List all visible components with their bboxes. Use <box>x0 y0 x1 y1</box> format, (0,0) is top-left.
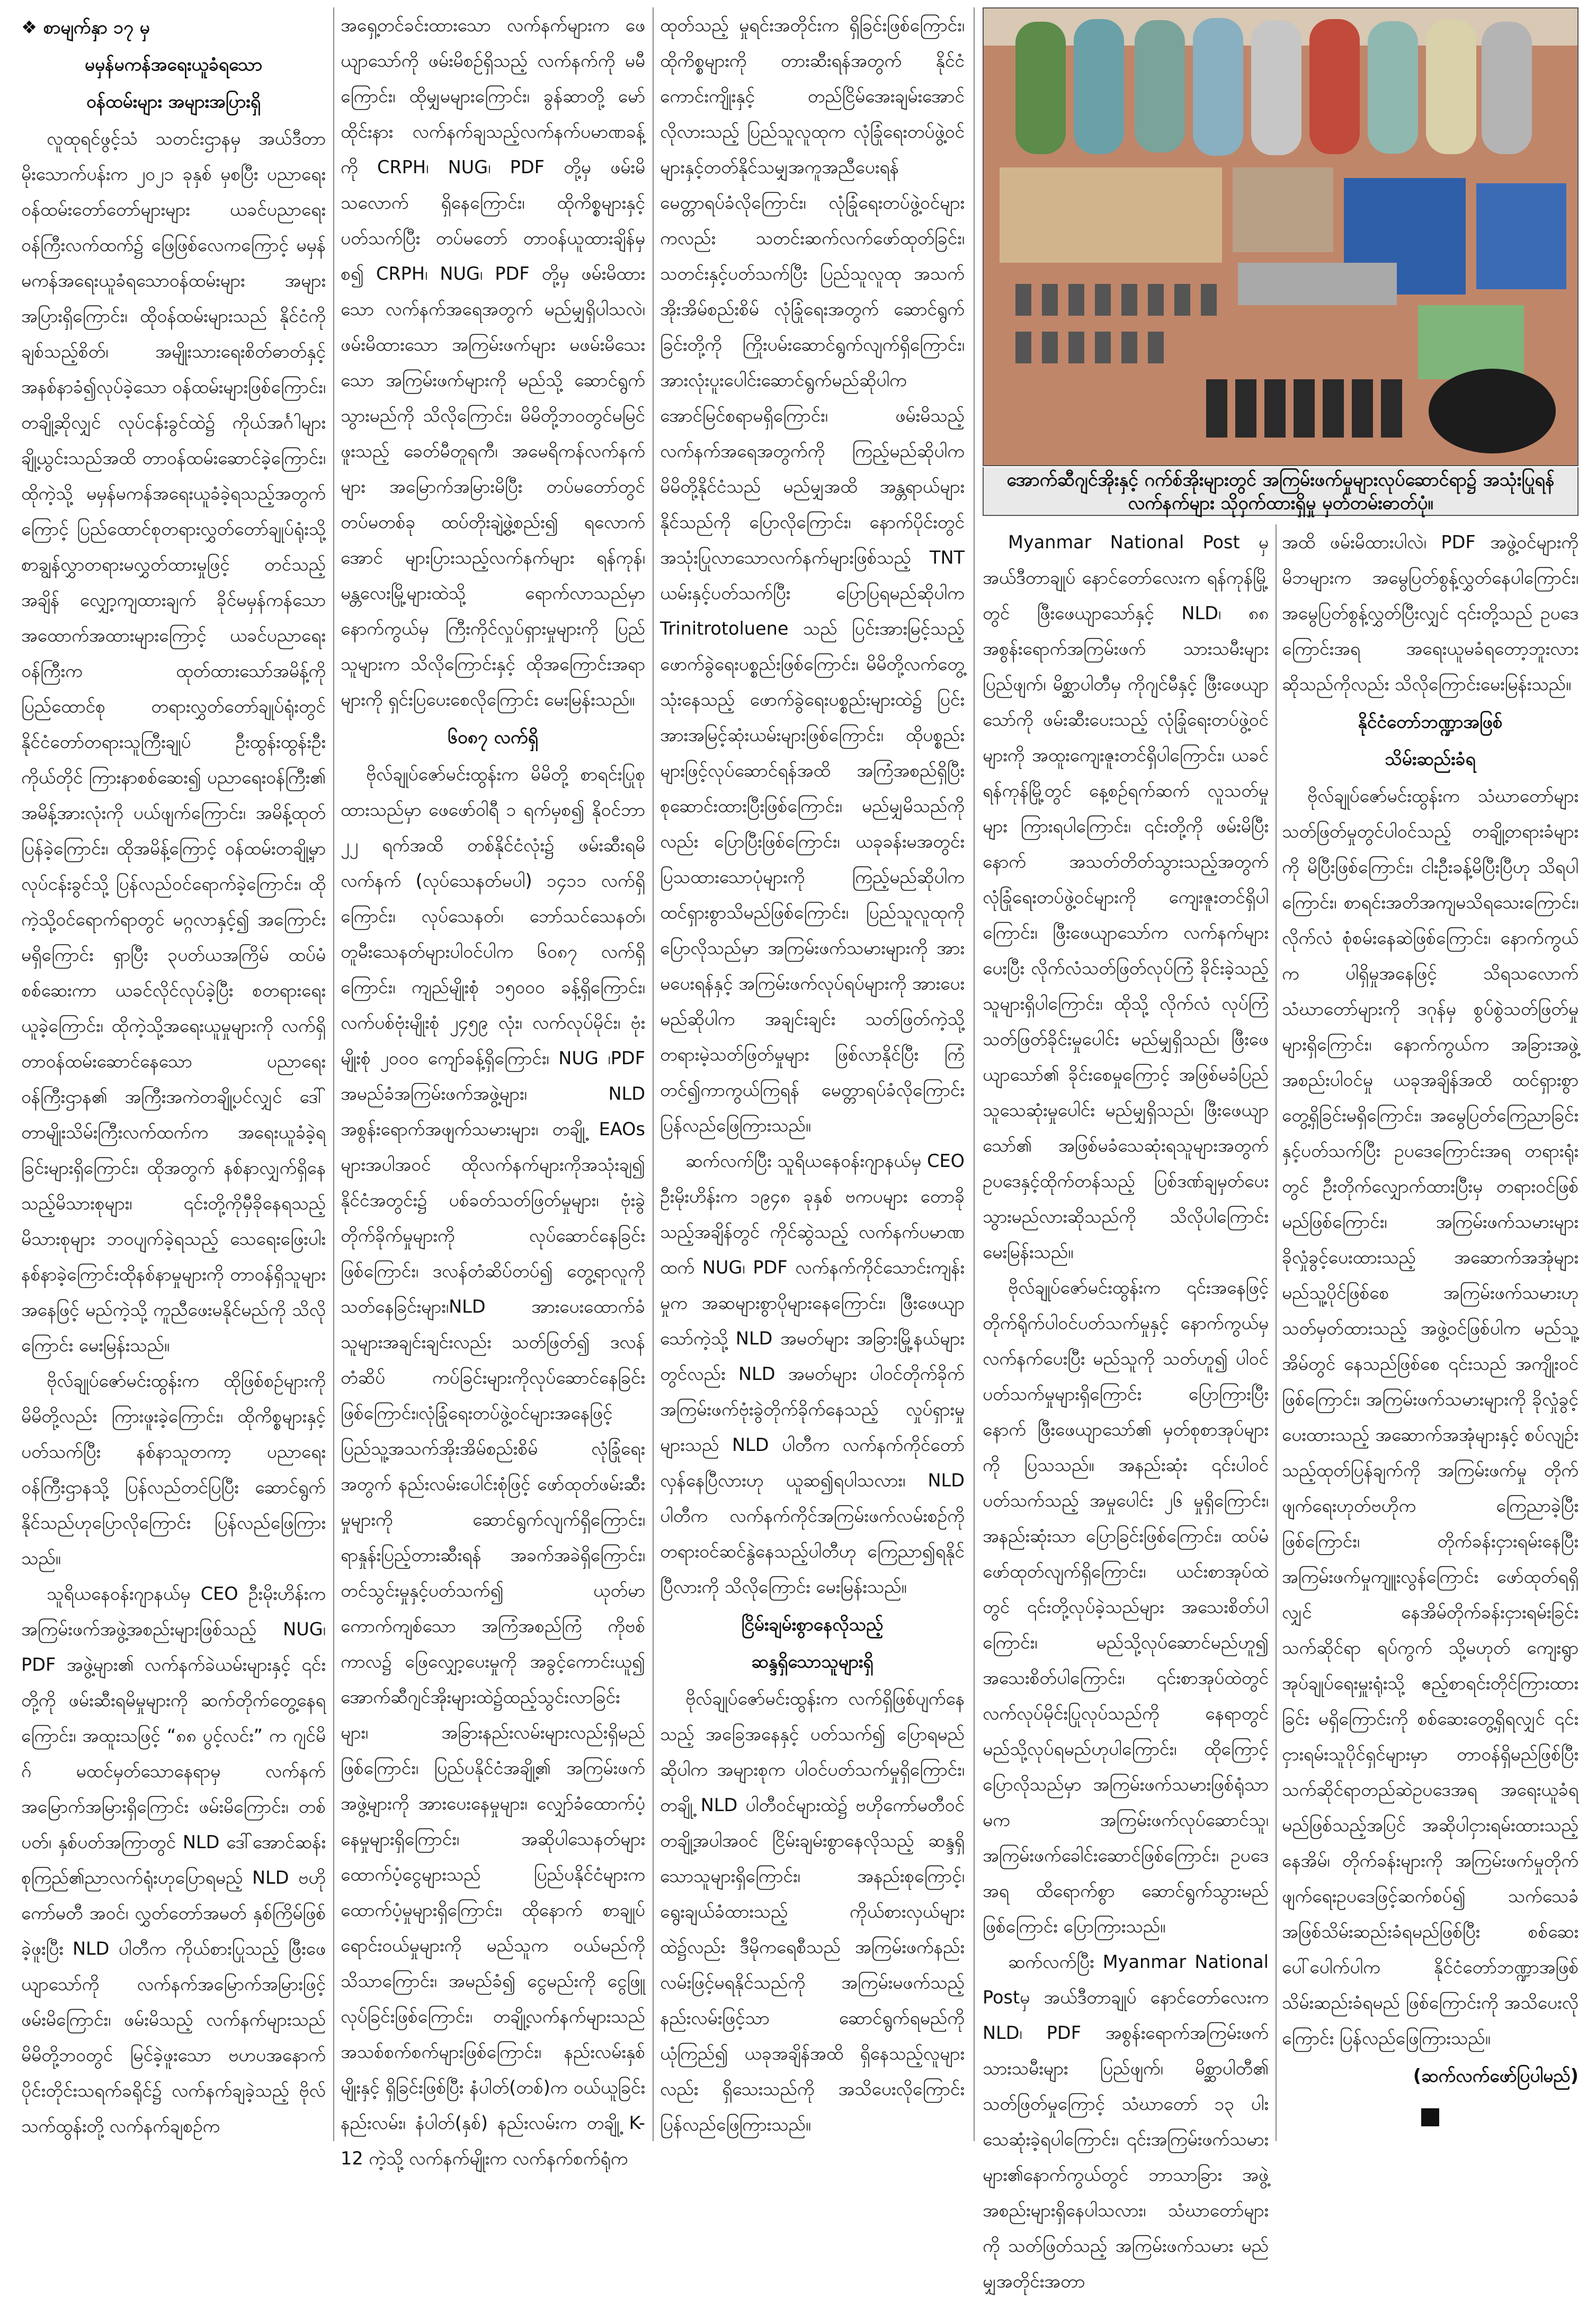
paragraph: Myanmar National Post မှ အယ်ဒီတာချုပ် နောင်တော်လေးက ရန်ကုန်မြို့တွင် ဖြီးဖေယျာသော်နှင့် NLD၊ ၈၈ အစွန်းရောက်အကြမ်းဖက် သားသမီးများ ပြည်ဖျက်၊ မိစ္ဆာပါတီမှ ကိုဂျင်မီနှင့် ဖြီးဖေယျာသော်ကို ဖမ်းဆီးပေးသည့် လုံခြုံရေးတပ်ဖွဲ့ဝင်များကို အထူးကျေးဇူးတင်ရှိပါကြောင်း၊ ယခင် ရန်ကုန်မြို့တွင် နေ့စဉ်ရက်ဆက် လူသတ်မှုများ ကြားရပါကြောင်း၊ ၎င်းတို့ကို ဖမ်းမိပြီးနောက် အသတ်တိတ်သွားသည့်အတွက် လုံခြုံရေးတပ်ဖွဲ့ဝင်များကို ကျေးဇူးတင်ရှိပါကြောင်း၊ ဖြီးဖေယျာသော်က လက်နက်များပေးပြီး လိုက်လံသတ်ဖြတ်လုပ်ကြံ ခိုင်းခဲ့သည့်သူများရှိပါကြောင်း၊ ထိုသို့ လိုက်လံ လုပ်ကြံသတ်ဖြတ်ခိုင်းမှုပေါင်း မည်မျှရှိသည်၊ ဖြီးဖေယျာသော်၏ ခိုင်းစေမှုကြောင့် အဖြစ်မခံပြည်သူသေဆုံးမှုပေါင်း မည်မျှရှိသည်၊ ဖြီးဖေယျာသော်၏ အဖြစ်မခံသေဆုံးရသူများအတွက် ဥပဒေနှင့်ထိုက်တန်သည့် ပြစ်ဒဏ်ချမှတ်ပေးသွားမည်လားဆိုသည်ကို သိလိုပါကြောင်း မေးမြန်းသည်။ <box>983 532 1269 1262</box>
article-column-1 <box>21 7 326 2141</box>
paragraph: ဆက်လက်ပြီး Myanmar National Postမှ အယ်ဒီတာချုပ် နောင်တော်လေးက NLD၊ PDF အစွန်းရောက်အကြမ်းဖက်သားသမီးများ ပြည်ဖျက်၊ မိစ္ဆာပါတီ၏ သတ်ဖြတ်မှုကြောင့် သံဃာတော် ၁၃ ပါး သေဆုံးခဲ့ရပါကြောင်း၊ ၎င်းအကြမ်းဖက်သမားများ၏နောက်ကွယ်တွင် ဘာသာခြား အဖွဲ့အစည်းများရှိနေပါသလား၊ သံဃာတော်များကို သတ်ဖြတ်သည့် အကြမ်းဖက်သမား မည်မျှအတိုင်းအတာ <box>983 1952 1269 2292</box>
subheading-line-2: သိမ်းဆည်းခံရ <box>1385 748 1476 769</box>
section-heading-line-2: ဝန်ထမ်းများ အများအပြားရှိ <box>86 91 261 112</box>
paragraph: ဗိုလ်ချုပ်ဇော်မင်းထွန်းက သံဃာတော်များ သတ်ဖြတ်မှုတွင်ပါဝင်သည့် တချို့တရားခံများကို မိပြီးဖြစ်ကြောင်း၊ ငါးဦးခန့်မိပြီးပြီဟု သိရပါကြောင်း၊ စာရင်းအတိအကျမသိရသေးကြောင်း၊ လိုက်လံ စုံစမ်းနေဆဲဖြစ်ကြောင်း၊ နောက်ကွယ်က ပါရှိမှုအနေဖြင့် သိရသလောက် သံဃာတော်များကို ဒဂုန်မှ စွပ်စွဲသတ်ဖြတ်မှုများရှိကြောင်း၊ နောက်ကွယ်က အခြားအဖွဲ့အစည်းပါဝင်မှု ယခုအချိန်အထိ ထင်ရှားစွာ တွေ့ရှိခြင်းမရှိကြောင်း၊ အမွေပြတ်ကြေညာခြင်းနှင့်ပတ်သက်ပြီး ဥပဒေကြောင်းအရ တရားရုံးတွင် ဦးတိုက်လျှောက်ထားပြီးမှ တရားဝင်ဖြစ်မည်ဖြစ်ကြောင်း၊ အကြမ်းဖက်သမားများ ခိုလှုံခွင့်ပေးထားသည့် အဆောက်အအုံများ မည်သူ့ပိုင်ဖြစ်စေ အကြမ်းဖက်သမားဟု သတ်မှတ်ထားသည့် အဖွဲ့ဝင်ဖြစ်ပါက မည်သူ့အိမ်တွင် နေသည်ဖြစ်စေ ၎င်းသည် အကျိုးဝင်ဖြစ်ကြောင်း၊ အကြမ်းဖက်သမားများကို ခိုလှုံခွင့်ပေးထားသည့် အဆောက်အအုံများနှင့် စပ်လျဉ်းသည့်ထုတ်ပြန်ချက်ကို အကြမ်းဖက်မှု တိုက်ဖျက်ရေးဟုတ်ဗဟိုက ကြေညာခဲ့ပြီးဖြစ်ကြောင်း၊ တိုက်ခန်းငှားရမ်းနေပြီး အကြမ်းဖက်မှုကျူးလွန်ကြောင်း ဖော်ထုတ်ရရှိလျှင် နေအိမ်တိုက်ခန်းငှားရမ်းခြင်း သက်ဆိုင်ရာ ရပ်ကွက် သို့မဟုတ် ကျေးရွာအုပ်ချုပ်ရေးမှူးရုံးသို့ ဧည့်စာရင်းတိုင်ကြားထားခြင်း မရှိကြောင်းကို စစ်ဆေးတွေ့ရှိရလျှင် ၎င်းငှားရမ်းသူပိုင်ရှင်များမှာ တာဝန်ရှိမည်ဖြစ်ပြီး သက်ဆိုင်ရာတည်ဆဲဥပဒေအရ အရေးယူခံရမည်ဖြစ်သည့်အပြင် အဆိုပါငှားရမ်းထားသည့် နေအိမ်၊ တိုက်ခန်းများကို အကြမ်းဖက်မှုတိုက်ဖျက်ရေးဥပဒေဖြင့်ဆက်စပ်၍ သက်သေခံအဖြစ်သိမ်းဆည်းခံရမည်ဖြစ်ပြီး စစ်ဆေးပေါ်ပေါက်ပါက နိုင်ငံတော်ဘဏ္ဍာအဖြစ် သိမ်းဆည်းခံရမည် ဖြစ်ကြောင်းကို အသိပေးလိုကြောင်း ပြန်လည်ဖြေကြားသည်။ <box>1282 786 1579 2048</box>
article-column-3 <box>660 7 965 2141</box>
paragraph: ဗိုလ်ချုပ်ဇော်မင်းထွန်းက ၎င်းအနေဖြင့် တိုက်ရိုက်ပါဝင်ပတ်သက်မှုနှင့် နောက်ကွယ်မှ လက်နက်ပေးပြီး မည်သူကို သတ်ဟူ၍ ပါဝင်ပတ်သက်မှုများရှိကြောင်း ပြောကြားပြီး နောက် ဖြီးဖေယျာသော်၏ မှတ်စုစာအုပ်များကို ပြသသည်။ အနည်းဆုံး ၎င်းပါဝင်ပတ်သက်သည့် အမှုပေါင်း ၂၆ မှုရှိကြောင်း၊ အနည်းဆုံးသာ ပြောခြင်းဖြစ်ကြောင်း၊ ထပ်မံဖော်ထုတ်လျက်ရှိကြောင်း၊ ယင်းစာအုပ်ထဲတွင် ၎င်းတို့လုပ်ခဲ့သည်များ အသေးစိတ်ပါကြောင်း၊ မည်သို့လုပ်ဆောင်မည်ဟူ၍ အသေးစိတ်ပါကြောင်း၊ ၎င်းစာအုပ်ထဲတွင် လက်လုပ်မိုင်းပြုလုပ်သည်ကို နေရာတွင် မည်သို့လုပ်ရမည်ဟုပါကြောင်း၊ ထိုကြောင့်ပြောလိုသည်မှာ အကြမ်းဖက်သမားဖြစ်ရုံသာမက အကြမ်းဖက်လုပ်ဆောင်သူ၊ အကြမ်းဖက်ခေါင်းဆောင်ဖြစ်ကြောင်း၊ ဥပဒေအရ ထိရောက်စွာ ဆောင်ရွက်သွားမည်ဖြစ်ကြောင်း ပြောကြားသည်။ <box>983 1277 1269 1937</box>
paragraph: ဗိုလ်ချုပ်ဇော်မင်းထွန်းက ထိုဖြစ်စဉ်များကို မိမိတို့လည်း ကြားဖူးခဲ့ကြောင်း၊ ထိုကိစ္စများနှင့်ပတ်သက်ပြီး နစ်နာသူတကာ့ ပညာရေးဝန်ကြီးဌာနသို့ ပြန်လည်တင်ပြပြီး ဆောင်ရွက်နိုင်သည်ဟုပြောလိုကြောင်း ပြန်လည်ဖြေကြားသည်။ <box>21 1370 326 1569</box>
subheading: ၆၀၈၇ လက်ရှိ <box>448 727 538 747</box>
photo-caption: အောက်ဆီဂျင်အိုးနှင့် ဂက်စ်အိုးများတွင် အကြမ်းဖက်မှုများလုပ်ဆောင်ရာ၌ အသုံးပြုရန် လက်နက်များ သိုဝှက်ထားရှိမှု မှတ်တမ်းဓာတ်ပုံ။ <box>983 467 1579 516</box>
paragraph: ထုတ်သည့် မှုရင်းအတိုင်းက ရှိခြင်းဖြစ်ကြောင်း၊ ထိုကိစ္စများကို တားဆီးရန်အတွက် နိုင်ငံကောင်းကျိုးနှင့် တည်ငြိမ်အေးချမ်းအောင် လိုလားသည့် ပြည်သူလူထုက လုံခြုံရေးတပ်ဖွဲ့ဝင်များနှင့်တတ်နိုင်သမျှအကူအညီပေးရန် မေတ္တာရပ်ခံလိုကြောင်း၊ လုံခြုံရေးတပ်ဖွဲ့ဝင်များကလည်း သတင်းဆက်လက်ဖော်ထုတ်ခြင်း၊ သတင်းနှင့်ပတ်သက်ပြီး ပြည်သူလူထု အသက်အိုးအိမ်စည်းစိမ် လုံခြုံရေးအတွက် ဆောင်ရွက်ခြင်းတို့ကို ကြိုးပမ်းဆောင်ရွက်လျက်ရှိကြောင်း၊ အားလုံးပူးပေါင်းဆောင်ရွက်မည်ဆိုပါက အောင်မြင်စရာမရှိကြောင်း၊ ဖမ်းမိသည့် လက်နက်အရေအတွက်ကို ကြည့်မည်ဆိုပါက မိမိတို့နိုင်ငံသည် မည်မျှအထိ အန္တရာယ်များနိုင်သည်ကို ပြောလိုကြောင်း၊ နောက်ပိုင်းတွင် အသုံးပြုလာသောလက်နက်များဖြစ်သည့် TNT ယမ်းနှင့်ပတ်သက်ပြီး ပြောပြရမည်ဆိုပါက Trinitrotoluene သည် ပြင်းအားမြင့်သည့် ဖောက်ခွဲရေးပစ္စည်းဖြစ်ကြောင်း၊ မိမိတို့လက်တွေ့သုံးနေသည့် ဖောက်ခွဲရေးပစ္စည်းများထဲ၌ ပြင်းအားအမြင့်ဆုံးယမ်းများဖြစ်ကြောင်း၊ ထိုပစ္စည်းများဖြင့်လုပ်ဆောင်ရန်အထိ အကြံအစည်ရှိပြီး စုဆောင်းထားပြီးဖြစ်ကြောင်း၊ မည်မျှမိသည်ကိုလည်း ပြောပြီးဖြစ်ကြောင်း၊ ယခုခန်းမအတွင်း ပြသထားသောပုံများကို ကြည့်မည်ဆိုပါက ထင်ရှားစွာသိမည်ဖြစ်ကြောင်း၊ ပြည်သူလူထုကို ပြောလိုသည်မှာ အကြမ်းဖက်သမားများကို အားမပေးရန်နှင့် အကြမ်းဖက်လုပ်ရပ်များကို အားပေးမည်ဆိုပါက အချင်းချင်း သတ်ဖြတ်ကဲ့သို့ တရားမဲ့သတ်ဖြတ်မှုများ ဖြစ်လာနိုင်ပြီး ကြံတင်၍ကာကွယ်ကြရန် မေတ္တာရပ်ခံလိုကြောင်း ပြန်လည်ဖြေကြားသည်။ <box>660 15 965 1136</box>
article-column-4 <box>983 524 1269 2292</box>
seized-weapons-photo-illustration <box>984 8 1577 465</box>
news-photo <box>983 7 1579 466</box>
subheading-line-2: ဆန္ဒရှိသောသူများရှိ <box>751 1651 873 1672</box>
article-column-5 <box>1282 524 1579 2141</box>
column-divider <box>333 7 334 2141</box>
end-square-icon <box>1421 2108 1439 2126</box>
paragraph: အထိ ဖမ်းမိထားပါလဲ၊ PDF အဖွဲ့ဝင်များကို မိဘများက အမွေပြတ်စွန့်လွှတ်နေပါကြောင်း၊ အမွေပြတ်စွန့်လွှတ်ပြီးလျှင် ၎င်းတို့သည် ဥပဒေကြောင်းအရ အရေးယူမခံရတော့ဘူးလား ဆိုသည်ကိုလည်း သိလိုကြောင်းမေးမြန်းသည်။ <box>1282 532 1579 694</box>
section-heading-line-1: မမှန်မကန်အရေးယူခံရသော <box>84 54 263 75</box>
column-divider <box>1276 524 1277 2141</box>
to-be-continued-note: (ဆက်လက်ဖော်ပြပါမည်) <box>1413 2065 1579 2086</box>
subheading-line-1: ငြိမ်းချမ်းစွာနေလိုသည့် <box>741 1614 884 1635</box>
paragraph: အရှေ့တင်ခင်းထားသော လက်နက်များက ဖေယျာသော်ကို ဖမ်းမိစဉ်ရှိသည့် လက်နက်ကို မမီကြောင်း၊ ထိုမျှမများကြောင်း၊ ခွန်ဆာတို့ မော်ထိုင်းနား လက်နက်ချသည့်လက်နက်ပမာဏခန့်ကို CRPH၊ NUG၊ PDF တို့မှ ဖမ်းမိသလောက် ရှိနေကြောင်း၊ ထိုကိစ္စများနှင့်ပတ်သက်ပြီး တပ်မတော် တာဝန်ယူထားချိန်မှစ၍ CRPH၊ NUG၊ PDF တို့မှ ဖမ်းမိထားသော လက်နက်အရေအတွက် မည်မျှရှိပါသလဲ၊ ဖမ်းမိထားသော အကြမ်းဖက်များ မဖမ်းမိသေးသော အကြမ်းဖက်များကို မည်သို့ ဆောင်ရွက်သွားမည်ကို သိလိုကြောင်း၊ မိမိတို့ဘဝတွင်မမြင်ဖူးသည့် ခေတ်မီတူရကီ၊ အမေရိကန်လက်နက်များ အမြောက်အမြားမိပြီး တပ်မတော်တွင်တပ်မတစ်ခု ထပ်တိုးချဲ့ဖွဲ့စည်း၍ ရလောက်အောင် များပြားသည့်လက်နက်များ ရန်ကုန်၊ မန္တလေးမြို့များထဲသို့ ရောက်လာသည်မှာ နောက်ကွယ်မှ ကြီးကိုင်လှုပ်ရှားမှုများကို ပြည်သူများက သိလိုကြောင်းနှင့် ထိုအကြောင်းအရာများကို ရှင်းပြပေးစေလိုကြောင်း မေးမြန်းသည်။ <box>341 15 645 710</box>
paragraph: လူထုရင်ဖွင့်သံ သတင်းဌာနမှ အယ်ဒီတာ မိုးသောက်ပန်းက ၂၀၂၁ ခုနှစ် မှစပြီး ပညာရေးဝန်ထမ်းတော်တော်များများ ယခင်ပညာရေးဝန်ကြီးလက်ထက်၌ ဖြေဖြစ်လေကကြောင့် မမှန်မကန်အရေးယူခံရသောဝန်ထမ်းများ အများအပြားရှိကြောင်း၊ ထိုဝန်ထမ်းများသည် နိုင်ငံကိုချစ်သည့်စိတ်၊ အမျိုးသားရေးစိတ်ဓာတ်နှင့် အနစ်နာခံ၍လုပ်ခဲ့သော ဝန်ထမ်းများဖြစ်ကြောင်း၊ တချို့ဆိုလျှင် လုပ်ငန်းခွင်ထဲ၌ ကိုယ်အင်္ဂါများ ချို့ယွင်းသည်အထိ တာဝန်ထမ်းဆောင်ခဲ့ကြောင်း၊ ထိုကဲ့သို့ မမှန်မကန်အရေးယူခံခဲ့ရသည့်အတွက်ကြောင့် ပြည်ထောင်စုတရားလွှတ်တော်ချုပ်ရုံးသို့ စာချွန်လွှာတရားမလွှတ်ထားမှုဖြင့် တင်သည့်အချိန် လျှော့ကျထားချက် ခိုင်မမှန်ကန်သော အထောက်အထားများကြောင့် ယခင်ပညာရေးဝန်ကြီးက ထုတ်ထားသော်အမိန့်ကို ပြည်ထောင်စု တရားလွှတ်တော်ချုပ်ရုံးတွင် နိုင်ငံတော်တရားသူကြီးချုပ် ဦးထွန်းထွန်းဦးကိုယ်တိုင် ကြားနာစစ်ဆေး၍ ပညာရေးဝန်ကြီး၏ အမိန့်အားလုံးကို ပယ်ဖျက်ကြောင်း၊ အမိန့်ထုတ်ပြန်ခဲ့ကြောင်း၊ ထိုအမိန့်ကြောင့် ဝန်ထမ်းတချို့မှာ လုပ်ငန်းခွင်သို့ ပြန်လည်ဝင်ရောက်ခဲ့ကြောင်း၊ ထိုကဲ့သို့ဝင်ရောက်ရာတွင် မဂ္ဂလာနှင့်၍ အကြောင်းမရှိကြောင်း ရှာပြီး ၃ပတ်ယအကြိမ် ထပ်မံစစ်ဆေးကာ ယခင်လိုင်လုပ်ခဲ့ပြီး စတရားရေးယူခဲ့ကြောင်း၊ ထိုကဲ့သို့အရေးယူမှုများကို လက်ရှိ တာဝန်ထမ်းဆောင်နေသော ပညာရေးဝန်ကြီးဌာန၏ အကြီးအကဲတချို့ပင်လျှင် ဒေါ်တာမျိုးသိမ်းကြီးလက်ထက်က အရေးယူခံခဲ့ရခြင်းများရှိကြောင်း၊ ထိုအတွက် နစ်နာလျှက်ရှိနေသည့်မိသားစုများ၊ ၎င်းတို့ကိုမှီခိုနေရသည့် မိသားစုများ ဘဝပျက်ခဲ့ရသည့် သေရေးဖြေးပါး နစ်နာခဲ့ကြောင်းထိုနစ်နာမှုများကို တာဝန်ရှိသူများအနေဖြင့် မည်ကဲ့သို့ ကူညီဖေးမနိုင်မည်ကို သိလိုကြောင်း မေးမြန်းသည်။ <box>21 128 326 1356</box>
subheading-line-1: နိုင်ငံတော်ဘဏ္ဍာအဖြစ် <box>1358 711 1503 732</box>
paragraph: သူရိယနေဝန်းဂျာနယ်မှ CEO ဦးမိုးဟိန်းက အကြမ်းဖက်အဖွဲ့အစည်းများဖြစ်သည့် NUG၊ PDF အဖွဲ့များ၏ လက်နက်ခဲယမ်းများနှင့် ၎င်းတို့ကို ဖမ်းဆီးရမိမှုများကို ဆက်တိုက်တွေ့နေရကြောင်း၊ အထူးသဖြင့် “၈၈ ပွင့်လင်း” က ဂျင်မိဂ် မထင်မှတ်သောနေရာမှ လက်နက်အမြောက်အမြားရှိကြောင်း ဖမ်းမိကြောင်း၊ တစ်ပတ်၊ နှစ်ပတ်အကြာတွင် NLD ဒေါ်အောင်ဆန်းစုကြည်၏ညာလက်ရုံးဟုပြောရမည့် NLD ဗဟိုကော်မတီ အဝင်၊ လွှတ်တော်အမတ် နှစ်ကြိမ်ဖြစ်ခဲ့ဖူးပြီး NLD ပါတီက ကိုယ်စားပြုသည့် ဖြီးဖေယျာသော်ကို လက်နက်အမြောက်အမြားဖြင့် ဖမ်းမိကြောင်း၊ ဖမ်းမိသည့် လက်နက်များသည် မိမိတို့ဘဝတွင် မြင်ခဲ့ဖူးသော ဗဟပအနောက်ပိုင်းတိုင်းသရက်ခရိုင်၌ လက်နက်ချခဲ့သည့် ဗိုလ်သက်ထွန်းတို့ လက်နက်ချစဉ်က <box>21 1583 326 2136</box>
continued-from-note: ❖ စာမျက်နှာ ၁၇ မှ <box>21 17 150 38</box>
paragraph: ဗိုလ်ချုပ်ဇော်မင်းထွန်းက မိမိတို့ စာရင်းပြုစုထားသည်မှာ ဖေဖော်ဝါရီ ၁ ရက်မှစ၍ နိုဝင်ဘာ ၂၂ ရက်အထိ တစ်နိုင်ငံလုံး၌ ဖမ်းဆီးရမိလက်နက် (လုပ်သေနတ်မပါ) ၁၄၁၁ လက်ရှိကြောင်း၊ လုပ်သေနတ်၊ ဘော်သင်သေနတ်၊ တူမီးသေနတ်များပါဝင်ပါက ၆၀၈၇ လက်ရှိကြောင်း၊ ကျည်မျိုးစုံ ၁၅၀၀၀ ခန့်ရှိကြောင်း၊ လက်ပစ်ဗုံးမျိုးစုံ ၂၄၅၉ လုံး၊ လက်လုပ်မိုင်း၊ ဗုံးမျိုးစုံ ၂၀၀၀ ကျော်ခန့်ရှိကြောင်း၊ NUG ၊PDF အမည်ခံအကြမ်းဖက်အဖွဲ့များ၊ NLD အစွန်းရောက်အဖျက်သမားများ၊ တချို့ EAOs များအပါအဝင် ထိုလက်နက်များကိုအသုံးချ၍ နိုင်ငံအတွင်း၌ ပစ်ခတ်သတ်ဖြတ်မှုများ၊ ဗုံးခွဲတိုက်ခိုက်မှုများကို လုပ်ဆောင်နေခြင်းဖြစ်ကြောင်း၊ ဒလန်တံဆိပ်တပ်၍ တွေ့ရာလူကို သတ်နေခြင်းများ၊NLD အားပေးထောက်ခံသူများအချင်းချင်းလည်း သတ်ဖြတ်၍ ဒလန်တံဆိပ် ကပ်ခြင်းများကိုလုပ်ဆောင်နေခြင်းဖြစ်ကြောင်း၊လုံခြုံရေးတပ်ဖွဲ့ဝင်များအနေဖြင့် ပြည်သူ့အသက်အိုးအိမ်စည်းစိမ် လုံခြုံရေးအတွက် နည်းလမ်းပေါင်းစုံဖြင့် ဖော်ထုတ်ဖမ်းဆီးမှုများကို ဆောင်ရွက်လျက်ရှိကြောင်း၊ ရာနှုန်းပြည့်တားဆီးရန် အခက်အခဲရှိကြောင်း၊ တင်သွင်းမှုနှင့်ပတ်သက်၍ ယုတ်မာကောက်ကျစ်သော အကြံအစည်ကြံ ကိုဗစ်ကာလ၌ ဖြေလျှော့ပေးမှုကို အခွင့်ကောင်းယူ၍ အောက်ဆီဂျင်အိုးများထဲ၌ထည့်သွင်းလာခြင်းများ၊ အခြားနည်းလမ်းများလည်းရှိမည်ဖြစ်ကြောင်း၊ ပြည်ပနိုင်ငံအချို့၏ အကြမ်းဖက်အဖွဲ့များကို အားပေးနေမှုများ၊ လျှော်ခံထောက်ပံ့နေမှုများရှိကြောင်း၊ အဆိုပါသေနတ်များ ထောက်ပံ့ငွေများသည် ပြည်ပနိုင်ငံများက ထောက်ပံ့မှုများရှိကြောင်း၊ ထိုနောက် စာချုပ်ရောင်းဝယ်မှုများကို မည်သူက ဝယ်မည်ကို သိသာကြောင်း၊ အမည်ခံ၍ ငွေမည်းကို ငွေဖြူလုပ်ခြင်းဖြစ်ကြောင်း၊ တချို့လက်နက်များသည် အသစ်စက်စက်များဖြစ်ကြောင်း၊ နည်းလမ်းနှစ်မျိုးနှင့် ရှိခြင်းဖြစ်ပြီး နံပါတ်(တစ်)က ဝယ်ယူခြင်းနည်းလမ်း၊ နံပါတ်(နှစ်) နည်းလမ်းက တချို့ K-12 ကဲ့သို့ လက်နက်မျိုးက လက်နက်စက်ရုံက <box>341 764 645 2169</box>
article-column-2 <box>341 7 645 2169</box>
column-divider <box>653 7 654 2141</box>
paragraph: ဆက်လက်ပြီး သူရိယနေဝန်းဂျာနယ်မှ CEO ဦးမိုးဟိန်းက ၁၉၄၈ ခုနှစ် ဗကပများ တောခိုသည့်အချိန်တွင် ကိုင်ဆွဲသည့် လက်နက်ပမာဏထက် NUG၊ PDF လက်နက်ကိုင်သောင်းကျန်းမှုက အဆများစွာပိုများနေကြောင်း၊ ဖြီးဖေယျာသော်ကဲ့သို့ NLD အမတ်များ အခြားမြို့နယ်များတွင်လည်း NLD အမတ်များ ပါဝင်တိုက်ခိုက်အကြမ်းဖက်ဗုံးခွဲတိုက်ခိုက်နေသည့် လှုပ်ရှားမှုများသည် NLD ပါတီက လက်နက်ကိုင်တော်လှန်နေပြီလားဟု ယူဆ၍ရပါသလား၊ NLD ပါတီက လက်နက်ကိုင်အကြမ်းဖက်လမ်းစဉ်ကို တရားဝင်ဆင်နွဲနေသည့်ပါတီဟု ကြေညာ၍ရနိုင်ပြီလားကို သိလိုကြောင်း မေးမြန်းသည်။ <box>660 1151 965 1597</box>
column-divider <box>974 7 975 2141</box>
paragraph: ဗိုလ်ချုပ်ဇော်မင်းထွန်းက လက်ရှိဖြစ်ပျက်နေသည့် အခြေအနေနှင့် ပတ်သက်၍ ပြောရမည်ဆိုပါက အများစုက ပါဝင်ပတ်သက်မှုရှိကြောင်း၊ တချို့ NLD ပါတီဝင်များထဲ၌ ဗဟိုကော်မတီဝင်တချို့အပါအဝင် ငြိမ်းချမ်းစွာနေလိုသည့် ဆန္ဒရှိသောသူများရှိကြောင်း၊ အနည်းစုကြောင့်၊ ရွေးချယ်ခံထားသည့် ကိုယ်စားလှယ်များထဲ၌လည်း ဒီမိုကရေစီသည် အကြမ်းဖက်နည်းလမ်းဖြင့်မရနိုင်သည်ကို အကြမ်းမဖက်သည့် နည်းလမ်းဖြင့်သာ ဆောင်ရွက်ရမည်ကို ယုံကြည်၍ ယခုအချိန်အထိ ရှိနေသည့်လူများလည်း ရှိသေးသည်ကို အသိပေးလိုကြောင်း ပြန်လည်ဖြေကြားသည်။ <box>660 1688 965 2135</box>
end-of-article-marker <box>1282 2098 1579 2134</box>
